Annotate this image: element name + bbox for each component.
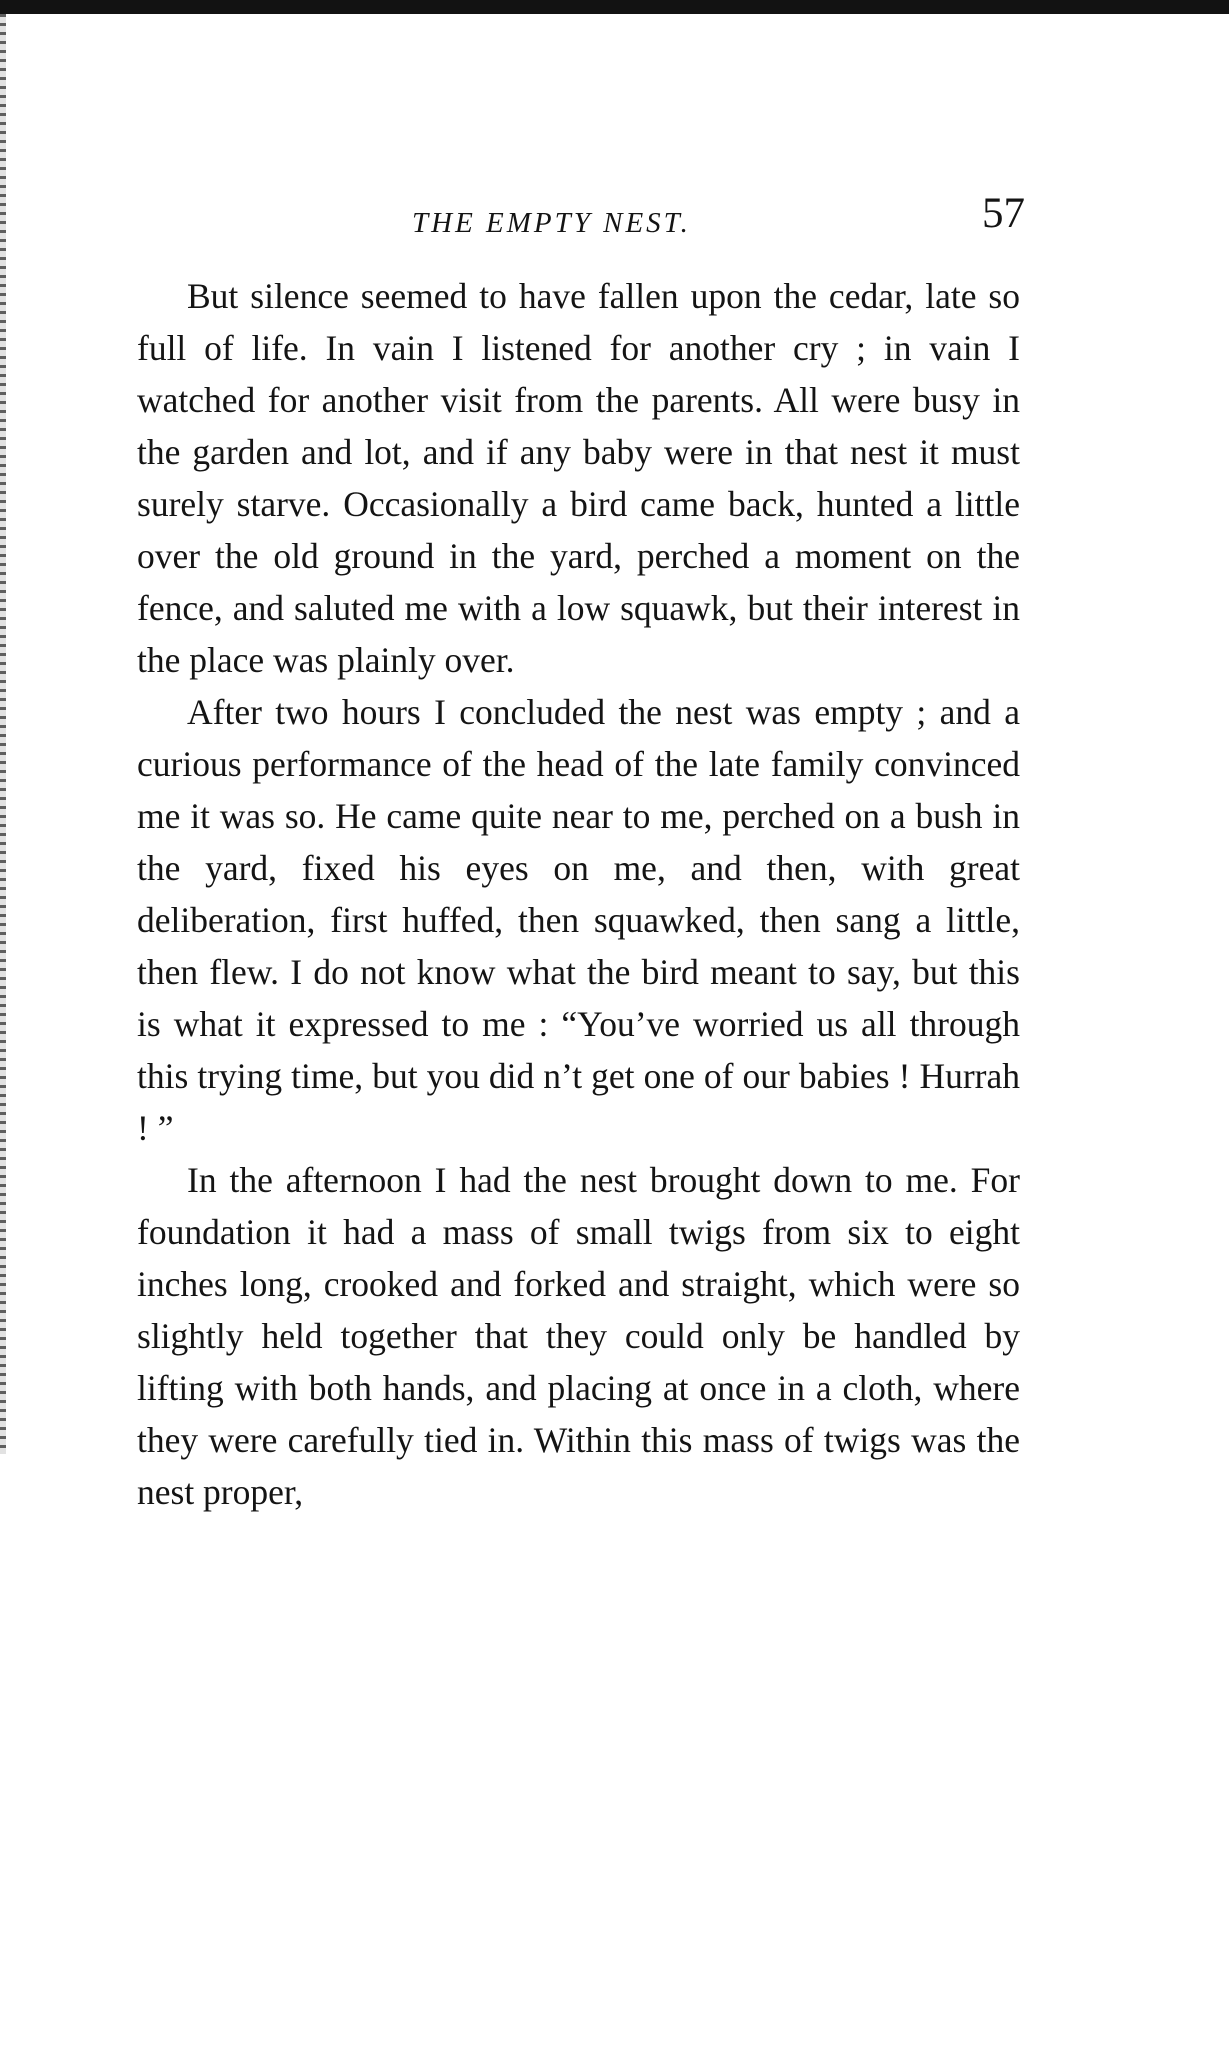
running-title: THE EMPTY NEST. bbox=[412, 207, 691, 239]
body-text bbox=[137, 270, 1020, 1518]
paragraph-1: But silence seemed to have fallen upon the cedar, late so full of life. In vain I listened for another cry ; in vain I watched for another visit from the parents. All were busy in the garden and lot, and if any baby were in that nest it must surely starve. Occasionally a bird came back, hunted a little over the old ground in the yard, perched a moment on the fence, and saluted me with a low squawk, but their interest in the place was plainly over. bbox=[137, 276, 1020, 680]
page-left-edge bbox=[0, 14, 6, 1454]
paragraph-3: In the afternoon I had the nest brought down to me. For foundation it had a mass of small twigs from six to eight inches long, crooked and forked and straight, which were so slightly held together that they could only be handled by lifting with both hands, and placing at once in a cloth, where they were carefully tied in. Within this mass of twigs was the nest proper, bbox=[137, 1160, 1020, 1512]
running-head bbox=[140, 192, 1025, 252]
page-top-edge bbox=[0, 0, 1229, 14]
page-number: 57 bbox=[982, 190, 1025, 237]
paragraph-2: After two hours I concluded the nest was empty ; and a curious performance of the head of the late family convinced me it was so. He came quite near to me, perched on a bush in the yard, fixed his eyes on me, and then, with great deliberation, first huffed, then squawked, then sang a little, then flew. I do not know what the bird meant to say, but this is what it expressed to me : “You’ve worried us all through this trying time, but you did n’t get one of our babies ! Hurrah ! ” bbox=[137, 692, 1020, 1148]
